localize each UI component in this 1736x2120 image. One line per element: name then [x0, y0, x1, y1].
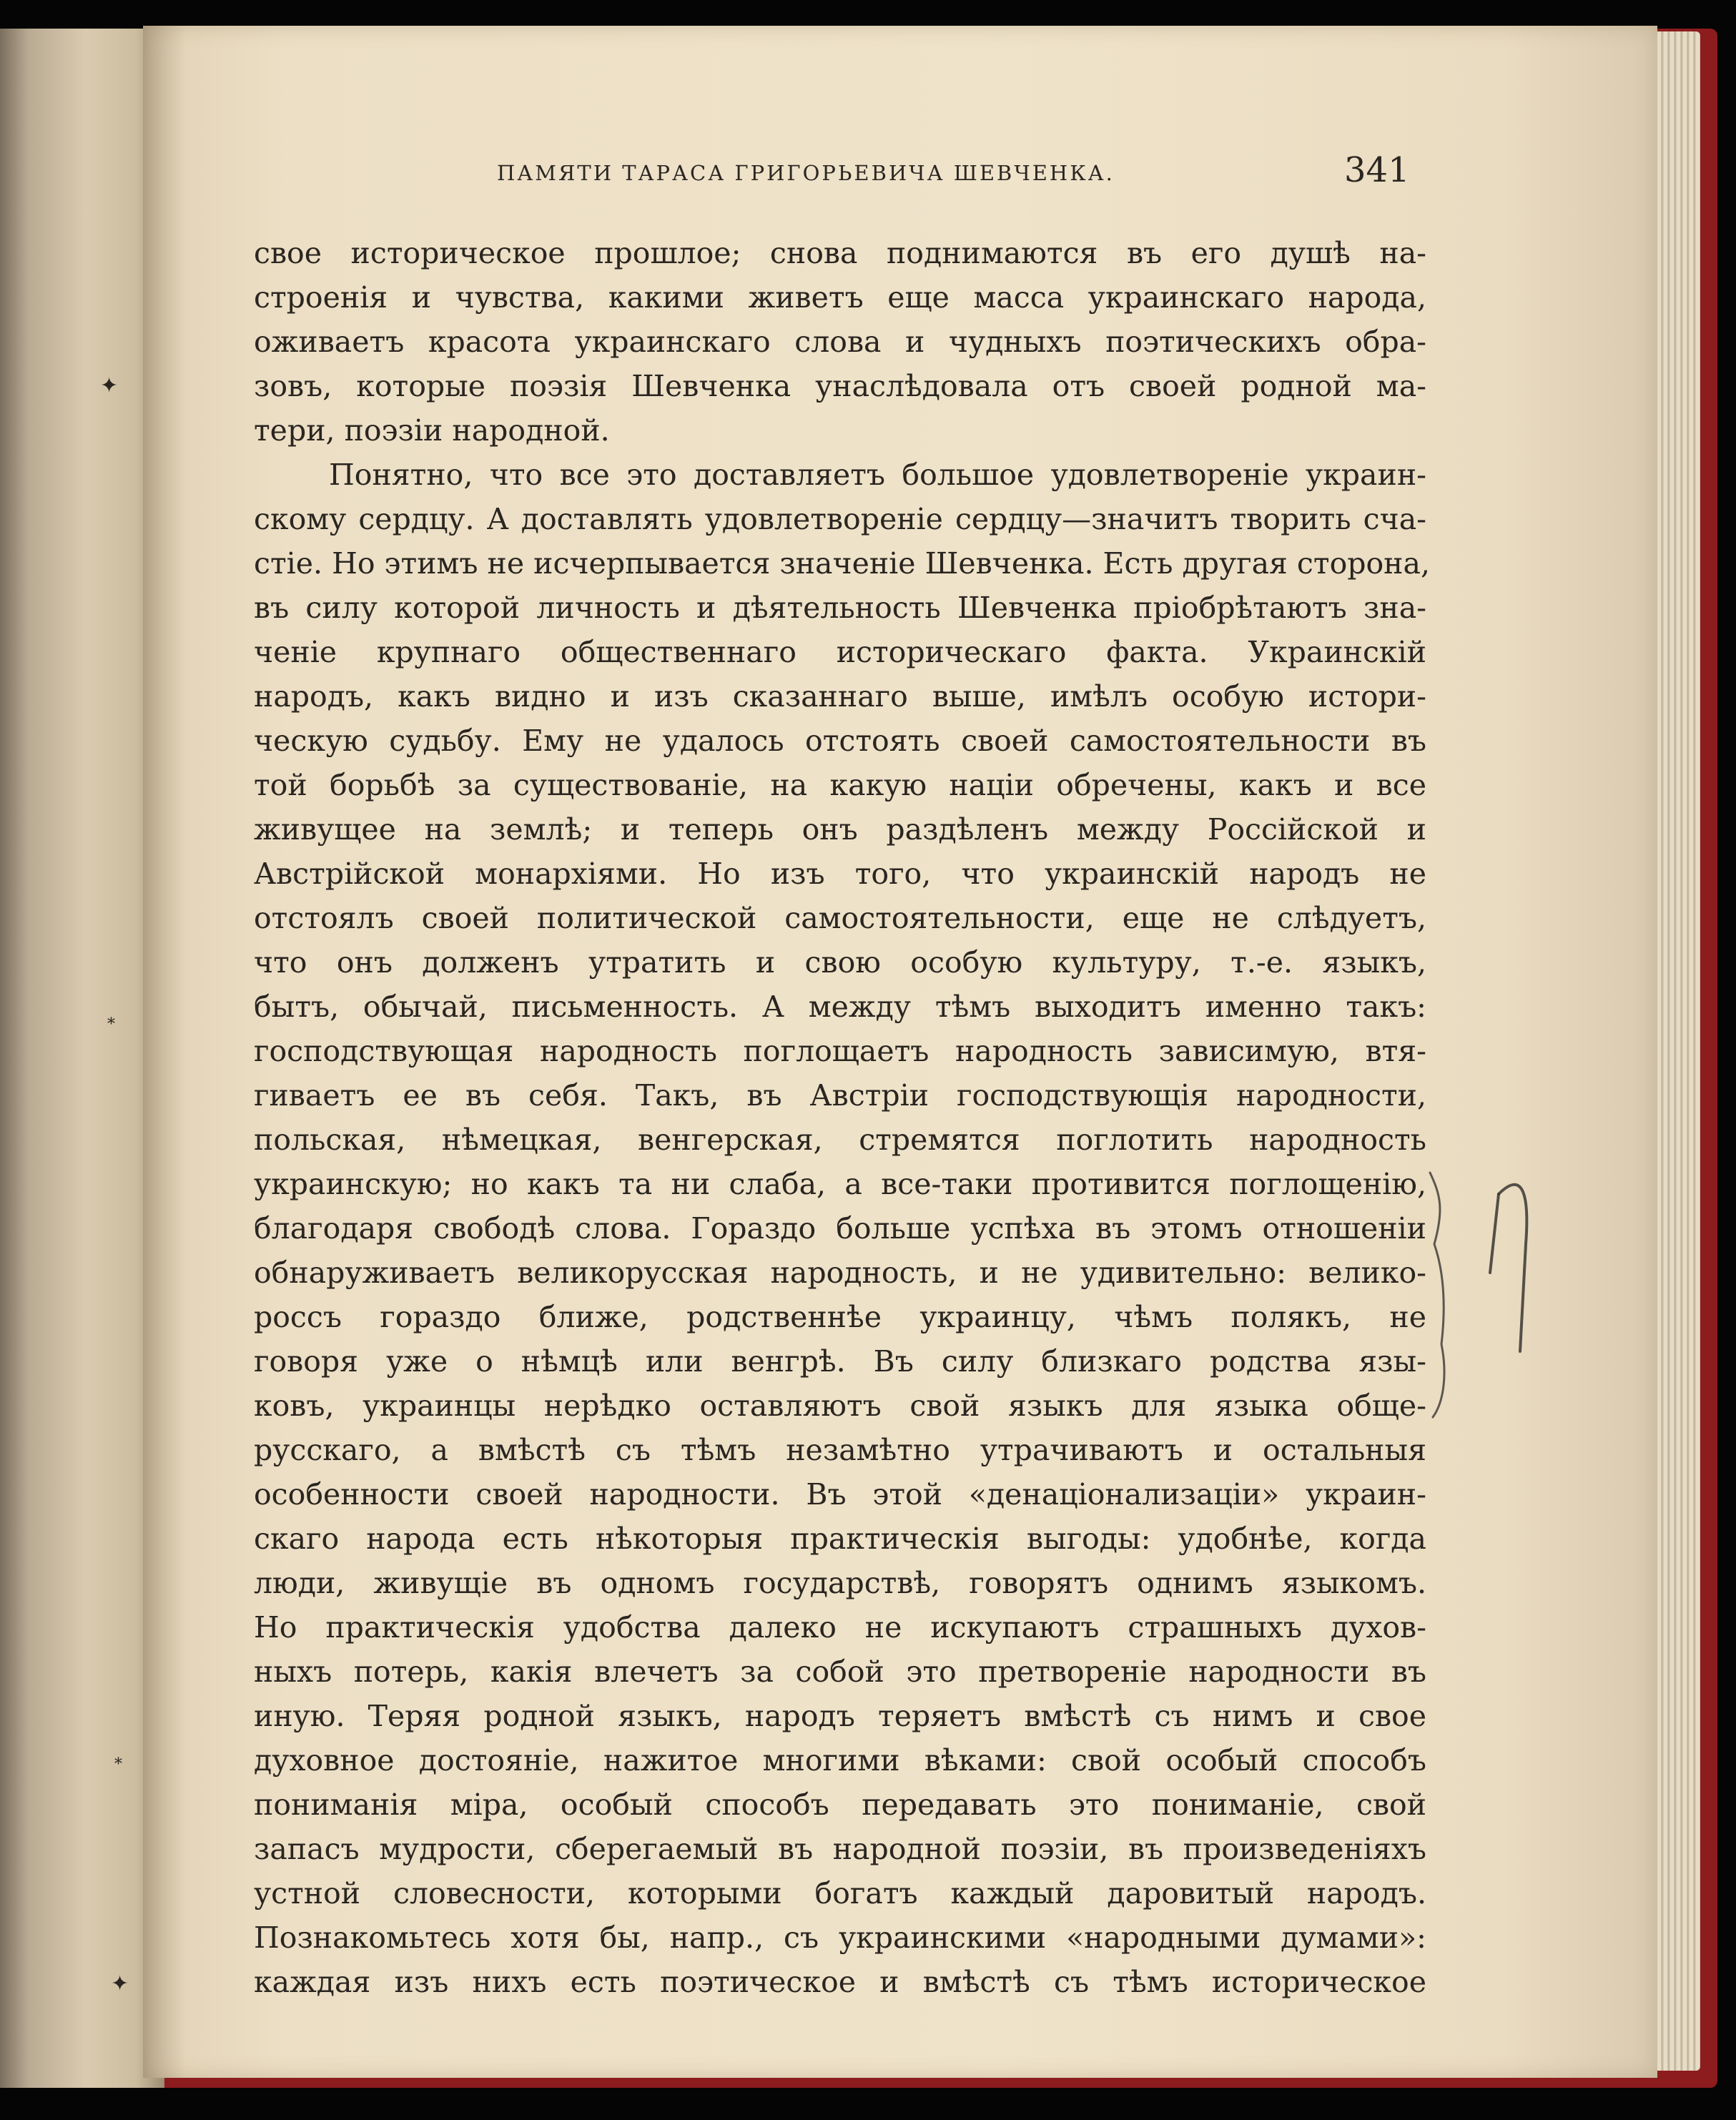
text-line: Но практическія удобства далеко не искупаютъ страшныхъ духов- — [254, 1610, 1426, 1645]
text-line: живущее на землѣ; и теперь онъ раздѣленъ между Россійской и — [254, 812, 1426, 847]
margin-mark: ⁎ — [107, 1010, 115, 1028]
margin-mark: ✦ — [111, 1971, 129, 1996]
text-line: устной словесности, которыми богатъ каждый даровитый народъ. — [254, 1876, 1426, 1911]
text-line: польская, нѣмецкая, венгерская, стремятся поглотить народность — [254, 1123, 1426, 1157]
text-line: россъ гораздо ближе, родственнѣе украинцу, чѣмъ полякъ, не — [254, 1300, 1426, 1334]
text-line: оживаетъ красота украинскаго слова и чудныхъ поэтическихъ обра- — [254, 325, 1426, 359]
text-line: духовное достояніе, нажитое многими вѣками: свой особый способъ — [254, 1743, 1426, 1778]
text-line: тери, поэзіи народной. — [254, 413, 610, 448]
text-line: запасъ мудрости, сберегаемый въ народной поэзіи, въ произведеніяхъ — [254, 1832, 1426, 1866]
text-line: свое историческое прошлое; снова поднимаются въ его душѣ на- — [254, 236, 1426, 270]
pencil-bracket — [1430, 1173, 1444, 1417]
text-line: ныхъ потерь, какія влечетъ за собой это претвореніе народности въ — [254, 1655, 1426, 1689]
pencil-stroke — [1499, 1185, 1527, 1351]
text-line: иную. Теряя родной языкъ, народъ теряетъ вмѣстѣ съ нимъ и свое — [254, 1699, 1426, 1733]
text-line: народъ, какъ видно и изъ сказаннаго выше, имѣлъ особую истори- — [254, 679, 1426, 714]
text-line: ческую судьбу. Ему не удалось отстоять своей самостоятельности въ — [254, 724, 1426, 758]
pencil-annotation — [1416, 1165, 1559, 1423]
facing-page — [0, 29, 164, 2088]
text-line: зовъ, которые поэзія Шевченка унаслѣдовала отъ своей родной ма- — [254, 369, 1426, 403]
text-line: въ силу которой личность и дѣятельность Шевченка пріобрѣтаютъ зна- — [254, 591, 1426, 625]
text-line: говоря уже о нѣмцѣ или венгрѣ. Въ силу близкаго родства язы- — [254, 1344, 1426, 1379]
running-head: ПАМЯТИ ТАРАСА ГРИГОРЬЕВИЧА ШЕВЧЕНКА. — [497, 161, 1115, 185]
text-line: Австрійской монархіями. Но изъ того, что украинскій народъ не — [254, 857, 1426, 891]
text-line: обнаруживаетъ великорусская народность, и не удивительно: велико- — [254, 1256, 1426, 1290]
body-text — [254, 231, 1430, 2004]
text-line: люди, живущіе въ одномъ государствѣ, говорятъ однимъ языкомъ. — [254, 1566, 1426, 1600]
text-line: стіе. Но этимъ не исчерпывается значеніе Шевченка. Есть другая сторона, — [254, 546, 1430, 581]
margin-mark: ✦ — [100, 373, 119, 398]
margin-mark: ⁎ — [114, 1750, 122, 1768]
text-line: Понятно, что все это доставляетъ большое удовлетвореніе украин- — [329, 458, 1426, 492]
text-line: скаго народа есть нѣкоторыя практическія выгоды: удобнѣе, когда — [254, 1522, 1426, 1556]
page-number: 341 — [1344, 150, 1410, 190]
text-line: строенія и чувства, какими живетъ еще масса украинскаго народа, — [254, 280, 1426, 315]
text-line: каждая изъ нихъ есть поэтическое и вмѣстѣ съ тѣмъ историческое — [254, 1965, 1426, 1999]
text-line: бытъ, обычай, письменность. А между тѣмъ выходитъ именно такъ: — [254, 990, 1426, 1024]
text-line: той борьбѣ за существованіе, на какую націи обречены, какъ и все — [254, 768, 1426, 802]
text-line: скому сердцу. А доставлять удовлетвореніе сердцу—значитъ творить сча- — [254, 502, 1426, 536]
text-line: украинскую; но какъ та ни слаба, а все-таки противится поглощенію, — [254, 1167, 1426, 1201]
text-line: благодаря свободѣ слова. Гораздо больше успѣха въ этомъ отношеніи — [254, 1211, 1426, 1246]
text-line: гиваетъ ее въ себя. Такъ, въ Австріи господствующія народности, — [254, 1078, 1426, 1113]
text-line: отстоялъ своей политической самостоятельности, еще не слѣдуетъ, — [254, 901, 1426, 935]
text-line: господствующая народность поглощаетъ народность зависимую, втя- — [254, 1034, 1426, 1068]
pencil-stroke — [1490, 1194, 1499, 1273]
text-line: Познакомьтесь хотя бы, напр., съ украинскими «народными думами»: — [254, 1921, 1426, 1955]
text-line: пониманія міра, особый способъ передавать это пониманіе, свой — [254, 1788, 1426, 1822]
text-line: ковъ, украинцы нерѣдко оставляютъ свой языкъ для языка обще- — [254, 1389, 1426, 1423]
text-line: русскаго, а вмѣстѣ съ тѣмъ незамѣтно утрачиваютъ и остальныя — [254, 1433, 1426, 1467]
text-line: особенности своей народности. Въ этой «денаціонализаціи» украин- — [254, 1477, 1426, 1512]
text-line: что онъ долженъ утратить и свою особую культуру, т.-е. языкъ, — [254, 945, 1426, 980]
text-line: ченіе крупнаго общественнаго историческаго факта. Украинскій — [254, 635, 1426, 669]
